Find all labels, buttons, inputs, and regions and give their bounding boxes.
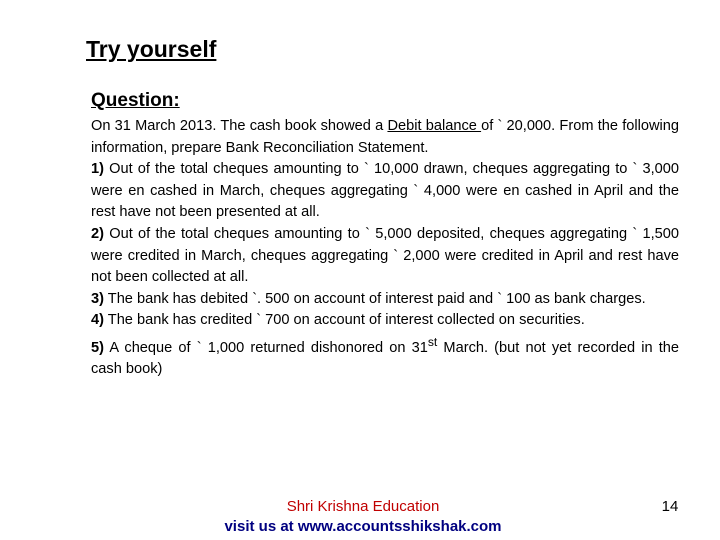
list-item: [91, 332, 679, 381]
item-text: The bank has debited `. 500 on account of interest paid and ` 100 as bank charges.: [107, 290, 646, 307]
item-number: 4): [91, 312, 104, 329]
item-number: 2): [91, 225, 104, 242]
list-item: [91, 289, 679, 311]
intro-prefix: On 31 March 2013. The cash book showed a: [91, 118, 388, 134]
item-text: Out of the total cheques amounting to ` 5,000 deposited, cheques aggregating ` 1,500 were credited in March, cheques aggregating ` 2,000 were credited in April and rest have not been collected at all.: [91, 225, 679, 286]
item-number: 3): [91, 290, 104, 307]
item-text: The bank has credited ` 700 on account of interest collected on securities.: [107, 312, 585, 329]
intro-suffix: of ` 20,000. From the following information, prepare Bank Reconciliation Statement.: [91, 118, 679, 156]
list-item: [91, 159, 679, 224]
list-item: [91, 310, 679, 332]
intro-paragraph: [91, 116, 679, 159]
item-text-end: March. (but not yet recorded in the cash book): [91, 339, 680, 378]
question-body: [91, 116, 679, 381]
footer-org: Shri Krishna Education: [286, 498, 440, 515]
item-number: 1): [91, 161, 104, 178]
item-text: Out of the total cheques amounting to ` 10,000 drawn, cheques aggregating to ` 3,000 were en cashed in March, cheques aggregating ` 4,000 were en cashed in April and the rest have not been presented at all.: [91, 161, 679, 221]
item-text: A cheque of ` 1,000 returned dishonored on 31: [109, 339, 428, 356]
slide-title: Try yourself: [86, 36, 217, 62]
footer: [210, 497, 516, 537]
ordinal-superscript: st: [427, 334, 438, 349]
question-heading: Question:: [91, 90, 180, 111]
footer-website: visit us at www.accountsshikshak.com: [224, 518, 502, 535]
list-item: [91, 224, 679, 289]
item-number: 5): [91, 339, 104, 356]
intro-debit-balance: Debit balance: [387, 118, 482, 134]
page-number: 14: [661, 498, 679, 515]
